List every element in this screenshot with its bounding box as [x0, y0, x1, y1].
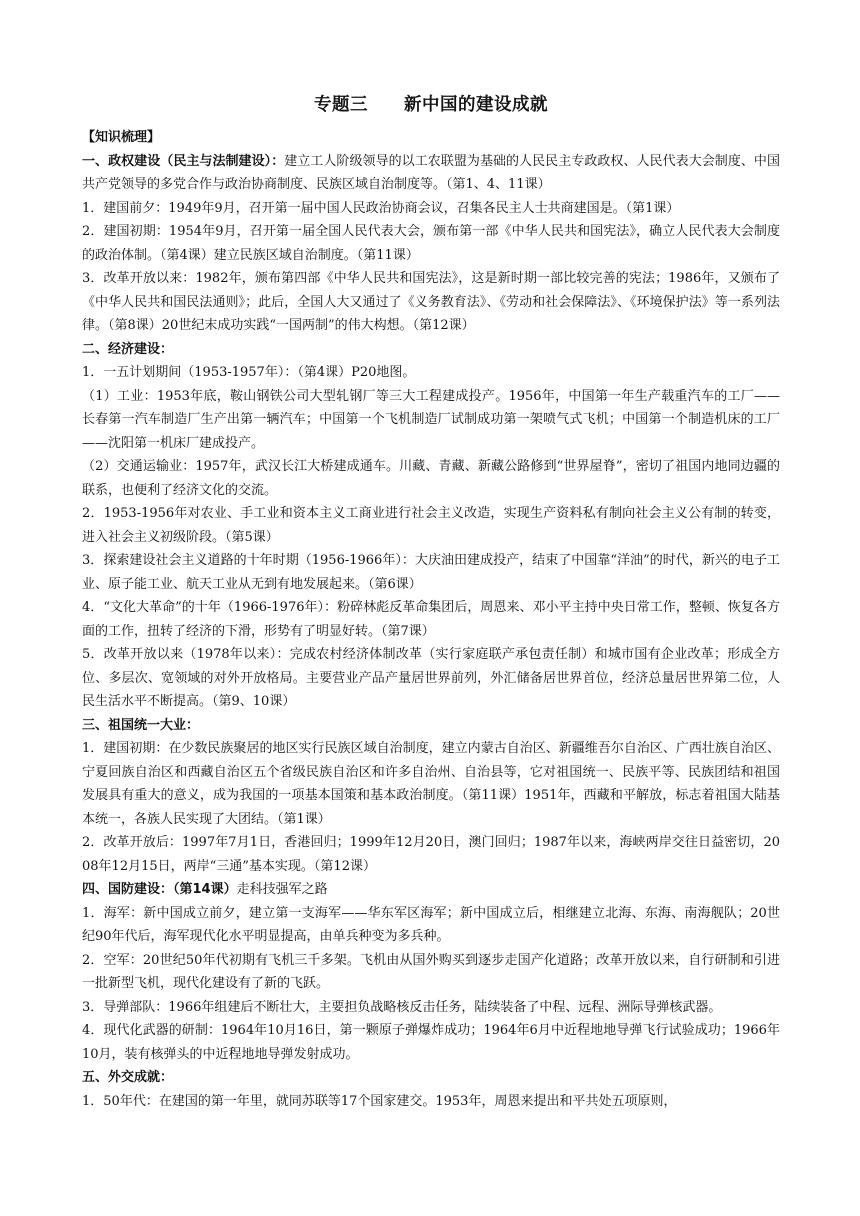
- section-2-item-1: 1．一五计划期间（1953-1957年）：（第4课）P20地图。: [82, 365, 416, 380]
- section-2-item-1a: （1）工业：1953年底，鞍山钢铁公司大型轧钢厂等三大工程建成投产。1956年，中国第一年生产载重汽车的工厂——长春第一汽车制造厂生产出第一辆汽车；中国第一个飞机制造厂试制成功第一架喷气式飞机；中国第一个制造机床的工厂——沈阳第一机床厂建成投产。: [82, 388, 780, 451]
- section-2-item-3: 3．探索建设社会主义道路的十年时期（1956-1966年）：大庆油田建成投产，结束了中国靠“洋油”的时代，新兴的电子工业、原子能工业、航天工业从无到有地发展起来。（第6课）: [82, 553, 780, 592]
- section-3-item-2: 2．改革开放后：1997年7月1日，香港回归；1999年12月20日，澳门回归；1987年以来，海峡两岸交往日益密切，2008年12月15日，两岸“三通”基本实现。（第12课）: [82, 835, 780, 874]
- section-4-item-1: 1．海军：新中国成立前夕，建立第一支海军——华东军区海军；新中国成立后，相继建立北海、东海、南海舰队；20世纪90年代后，海军现代化水平明显提高，由单兵种变为多兵种。: [82, 905, 780, 944]
- section-1-heading: 一、政权建设（民主与法制建设）：: [82, 153, 285, 169]
- section-5-heading: 五、外交成就：: [82, 1070, 174, 1085]
- section-2-item-4: 4．“文化大革命”的十年（1966-1976年）：粉碎林彪反革命集团后，周恩来、邓小平主持中央日常工作，整顿、恢复各方面的工作，扭转了经济的下滑，形势有了明显好转。（第7课）: [82, 600, 780, 639]
- section-1-intro-text: 建立工人阶级领导的以工农联盟为基础的人民民主专政政权、人民代表大会制度、中国共产党领导的多党合作与政治协商制度、民族区域自治制度等。（第1、4、11课）: [82, 153, 780, 192]
- section-3-heading: 三、祖国统一大业：: [82, 717, 200, 733]
- section-2-item-2: 2．1953-1956年对农业、手工业和资本主义工商业进行社会主义改造，实现生产资料私有制向社会主义公有制的转变，进入社会主义初级阶段。（第5课）: [82, 506, 780, 545]
- section-5-item-1: 1．50年代：在建国的第一年里，就同苏联等17个国家建交。1953年，周恩来提出和平共处五项原则，: [82, 1093, 677, 1109]
- section-3-item-1: 1．建国初期：在少数民族聚居的地区实行民族区域自治制度，建立内蒙古自治区、新疆维吾尔自治区、广西壮族自治区、宁夏回族自治区和西藏自治区五个省级民族自治区和许多自治州、自治县等，它对祖国统一、民族平等、民族团结和祖国发展具有重大的意义，成为我国的一项基本国策和基本政治制度。（第11课）1951年，西藏和平解放，标志着祖国大陆基本统一，各族人民实现了大团结。（第1课）: [82, 741, 780, 827]
- section-2-heading: 二、经济建设：: [82, 341, 174, 357]
- section-1-item-2: 2．建国初期：1954年9月，召开第一届全国人民代表大会，颁布第一部《中华人民共和国宪法》，确立人民代表大会制度的政治体制。（第4课）建立民族区域自治制度。（第11课）: [82, 224, 780, 263]
- section-4-item-4: 4．现代化武器的研制：1964年10月16日，第一颗原子弹爆炸成功；1964年6月中近程地地导弹飞行试验成功；1966年10月，装有核弹头的中近程地地导弹发射成功。: [82, 1023, 780, 1062]
- section-4-item-2: 2．空军：20世纪50年代初期有飞机三千多架。飞机由从国外购买到逐步走国产化道路；改革开放以来，自行研制和引进一批新型飞机，现代化建设有了新的飞跃。: [82, 952, 780, 991]
- section-4-heading: 四、国防建设：（第14课）: [82, 882, 237, 897]
- document-page: [82, 92, 780, 1113]
- section-1-item-1: 1．建国前夕：1949年9月，召开第一届中国人民政治协商会议，召集各民主人士共商建国是。（第1课）: [82, 200, 680, 216]
- section-2-item-1b: （2）交通运输业：1957年，武汉长江大桥建成通车。川藏、青藏、新藏公路修到“世界屋脊”，密切了祖国内地同边疆的联系，也便利了经济文化的交流。: [82, 459, 780, 498]
- section-4-item-3: 3．导弹部队：1966年组建后不断壮大，主要担负战略核反击任务，陆续装备了中程、远程、洲际导弹核武器。: [82, 999, 722, 1015]
- section-2-item-5: 5．改革开放以来（1978年以来）：完成农村经济体制改革（实行家庭联产承包责任制）和城市国有企业改革；形成全方位、多层次、宽领域的对外开放格局。主要营业产品产量居世界前列，外汇储备居世界首位，经济总量居世界第二位，人民生活水平不断提高。（第9、10课）: [82, 647, 780, 709]
- document-title: 专题三 新中国的建设成就: [314, 95, 548, 115]
- section-1-intro: [82, 150, 780, 197]
- section-4-heading-tail: 走科技强军之路: [236, 882, 328, 897]
- section-label: 【知识梳理】: [82, 130, 161, 145]
- section-1-item-3: 3．改革开放以来：1982年，颁布第四部《中华人民共和国宪法》，这是新时期一部比较完善的宪法；1986年，又颁布了《中华人民共和国民法通则》；此后，全国人大又通过了《义务教育法》、《劳动和社会保障法》、《环境保护法》等一系列法律。（第8课）20世纪末成功实践“一国两制”的伟大构想。（第12课）: [82, 271, 780, 333]
- section-4-heading-line: [82, 878, 780, 902]
